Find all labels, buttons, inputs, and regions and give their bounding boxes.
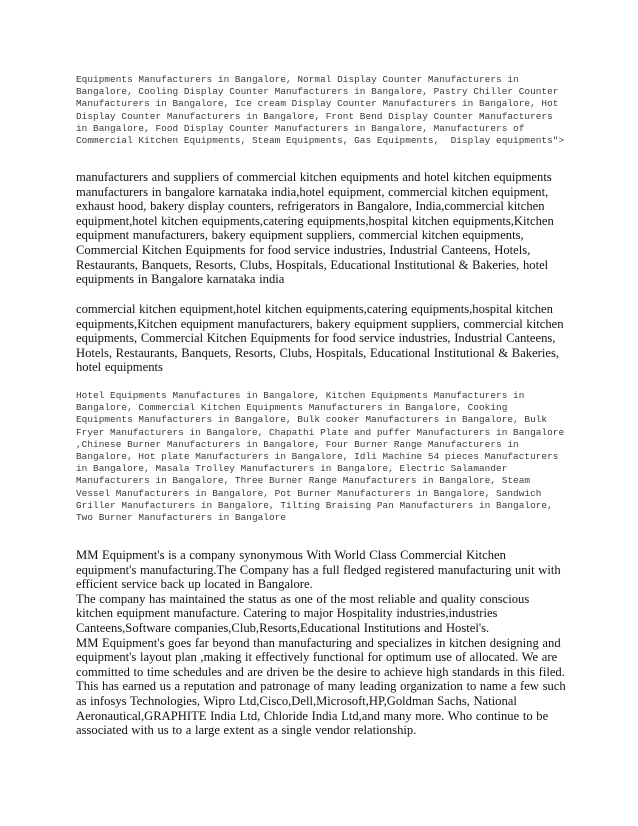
paragraph-commercial-kitchen-equipment: commercial kitchen equipment,hotel kitchen equipments,catering equipments,hospital kitchen equipments,Kitchen equipment manufacturers, bakery equipment suppliers, commercial kitchen equipments, Commercial Kitchen Equipments for food service industries, Industrial Canteens, Hotels, Restaurants, Banquets, Resorts, Clubs, Hospitals, Educational Institutional & Bakeries, hotel equipments xyxy=(76,302,564,375)
about-paragraph-status: The company has maintained the status as one of the most reliable and quality conscious kitchen equipment manufacture. Catering to major Hospitality industries,industries Canteens,Software companies,Club,Resorts,Educational Institutions and Hostel's. xyxy=(76,591,530,635)
keyword-block-hotel-equipments: Hotel Equipments Manufactures in Bangalore, Kitchen Equipments Manufacturers in Bangalore, Commercial Kitchen Equipments Manufacturers in Bangalore, Cooking Equipments Manufacturers in Bangalore, Bulk cooker Manufacturers in Bangalore, Bulk Fryer Manufacturers in Bangalore, Chapathi Plate and puffer Manufacturers in Bangalore ,Chinese Burner Manufacturers in Bangalore, Four Burner Range Manufacturers in Bangalore, Hot plate Manufacturers in Bangalore, Idli Machine 54 pieces Manufacturers in Bangalore, Masala Trolley Manufacturers in Bangalore, Electric Salamander Manufacturers in Bangalore, Three Burner Range Manufacturers in Bangalore, Steam Vessel Manufacturers in Bangalore, Pot Burner Manufacturers in Bangalore, Sandwich Griller Manufacturers in Bangalore, Tilting Braising Pan Manufacturers in Bangalore, Two Burner Manufacturers in Bangalore xyxy=(76,390,570,524)
paragraph-kitchen-equipment-suppliers: manufacturers and suppliers of commercial kitchen equipments and hotel kitchen equipments manufacturers in bangalore karnataka india,hotel equipment, commercial kitchen equipment, exhaust hood, bakery display counters, refrigerators in Bangalore, India,commercial kitchen equipment,hotel kitchen equipments,catering equipments,hospital kitchen equipments,Kitchen equipment manufacturers, bakery equipment suppliers, commercial kitchen equipments, Commercial Kitchen Equipments for food service industries, Industrial Canteens, Hotels, Restaurants, Banquets, Resorts, Clubs, Hospitals, Educational Institutional & Bakeries, hotel equipments in Bangalore karnataka india xyxy=(76,170,554,287)
about-company-section xyxy=(76,548,566,738)
about-paragraph-intro: MM Equipment's is a company synonymous With World Class Commercial Kitchen equipment's manufacturing.The Company has a full fledged registered manufacturing unit with efficient service back up located in Bangalore. xyxy=(76,548,561,592)
keyword-block-display-counters: Equipments Manufacturers in Bangalore, Normal Display Counter Manufacturers in Bangalore, Cooling Display Counter Manufacturers in Bangalore, Pastry Chiller Counter Manufacturers in Bangalore, Ice cream Display Counter Manufacturers in Bangalore, Hot Display Counter Manufacturers in Bangalore, Front Bend Display Counter Manufacturers in Bangalore, Food Display Counter Manufacturers in Bangalore, Manufacturers of Commercial Kitchen Equipments, Steam Equipments, Gas Equipments, Display equipments"> xyxy=(76,74,565,147)
about-paragraph-clients: MM Equipment's goes far beyond than manufacturing and specializes in kitchen designing and equipment's layout plan ,making it effectively functional for optimum use of allocated. We are committed to time schedules and are driven be the desire to achieve high standards in this filed. This has earned us a reputation and patronage of many leading organization to name a few such as infosys Technologies, Wipro Ltd,Cisco,Dell,Microsoft,HP,Goldman Sachs, National Aeronautical,GRAPHITE India Ltd, Chloride India Ltd,and many more. Who continue to be associated with us to a large extent as a single vendor relationship. xyxy=(76,635,566,738)
